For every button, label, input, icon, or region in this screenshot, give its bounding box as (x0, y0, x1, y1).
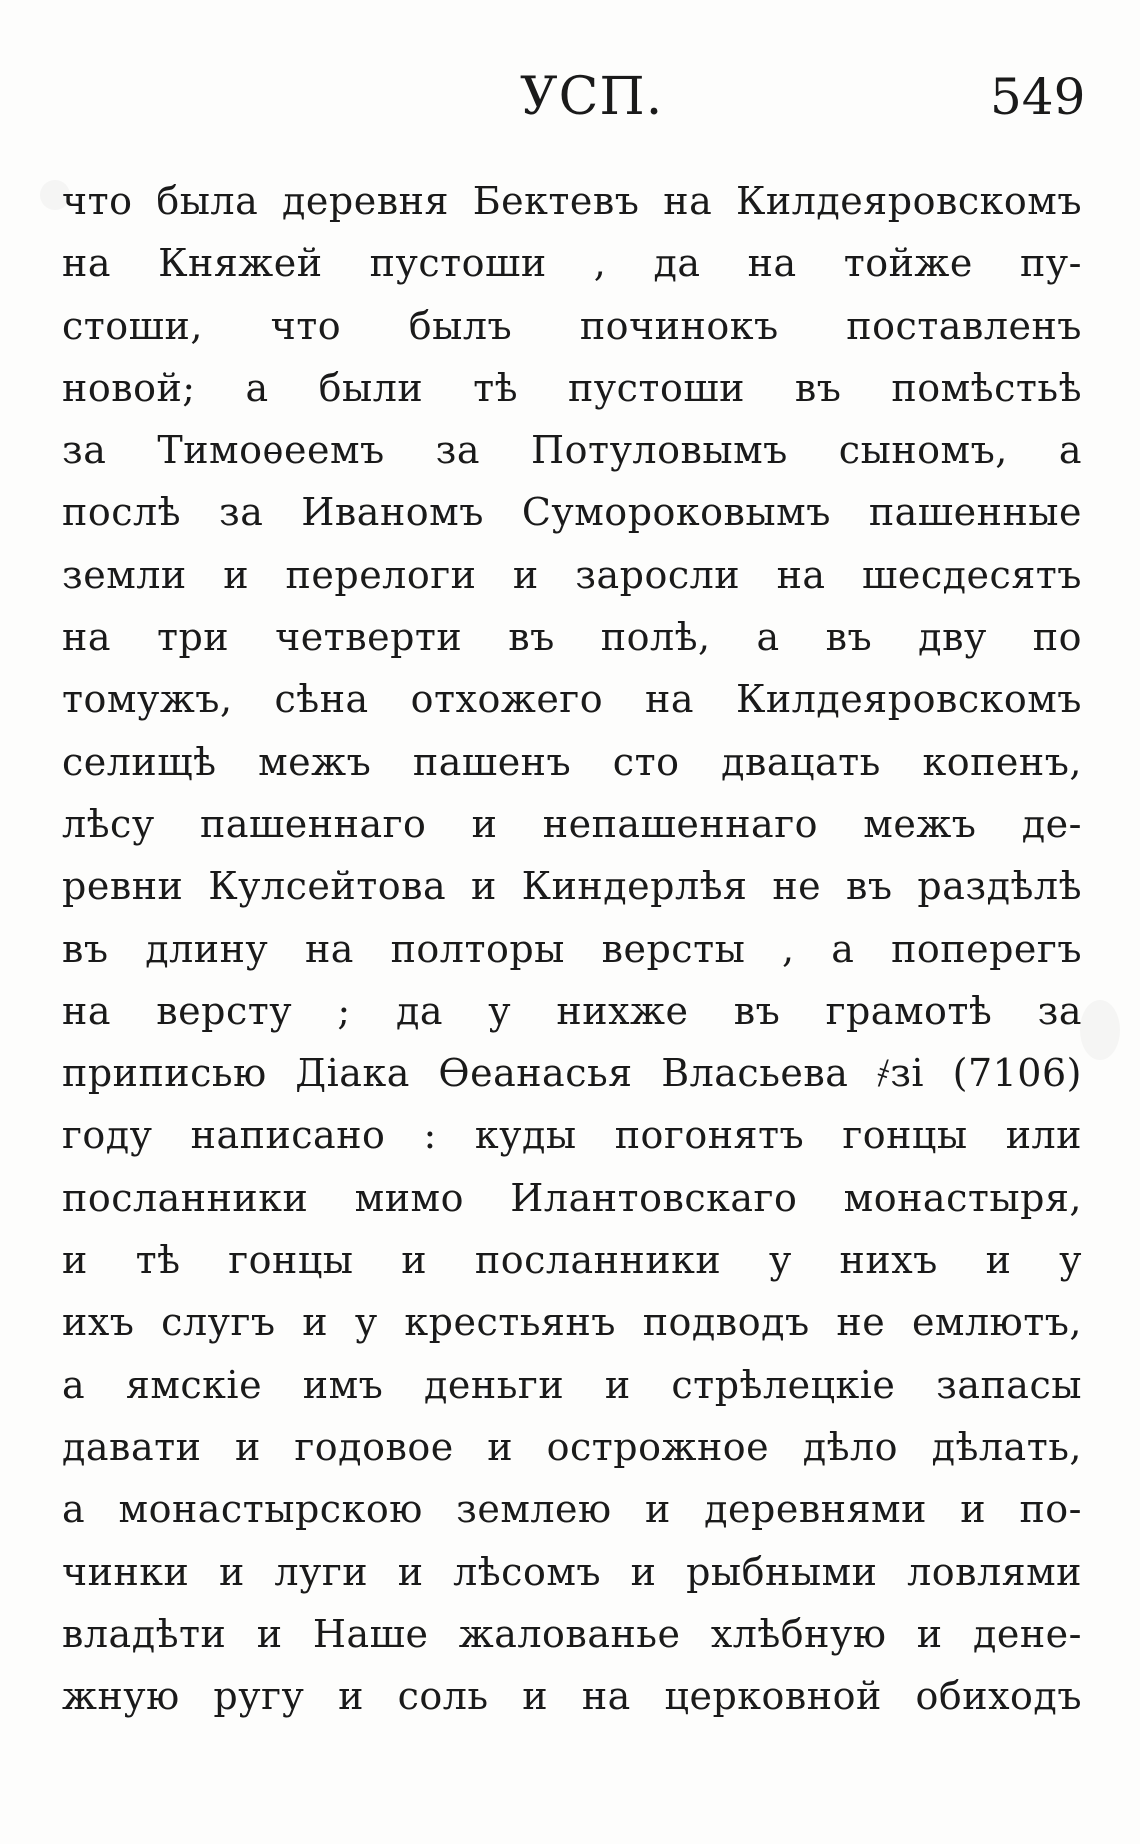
text-line: послѣ за Иваномъ Сумороковымъ пашенные (62, 490, 1082, 535)
running-head (0, 62, 1140, 132)
text-line: а монастырскою землею и деревнями и по- (62, 1487, 1082, 1532)
text-line: на три четверти въ полѣ, а въ дву по (62, 615, 1082, 660)
text-line: земли и перелоги и заросли на шесдесятъ (62, 552, 1082, 597)
text-line: лѣсу пашеннаго и непашеннаго межъ де- (62, 801, 1082, 846)
text-line: владѣти и Наше жалованье хлѣбную и дене- (62, 1611, 1082, 1656)
text-line: давати и годовое и острожное дѣло дѣлать, (62, 1424, 1082, 1469)
text-line: за Тимоѳеемъ за Потуловымъ сыномъ, а (62, 428, 1082, 473)
text-line: что была деревня Бектевъ на Килдеяровскомъ (62, 179, 1082, 223)
text-line: чинки и луги и лѣсомъ и рыбными ловлями (62, 1549, 1082, 1594)
text-line: посланники мимо Илантовскаго монастыря, (62, 1175, 1082, 1220)
text-line: ревни Кулсейтова и Киндерлѣя не въ раздѣлѣ (62, 864, 1082, 909)
text-line: новой; а были тѣ пустоши въ помѣстьѣ (62, 365, 1082, 410)
text-line: приписью Діака Ѳеанасья Власьева ҂зі (7106) (62, 1051, 1082, 1096)
text-line: жную ругу и соль и на церковной обиходъ (62, 1674, 1082, 1719)
text-line: томужъ, сѣна отхожего на Килдеяровскомъ (62, 677, 1082, 722)
text-body (62, 170, 1082, 1727)
text-line: на версту ; да у нихже въ грамотѣ за (62, 988, 1082, 1033)
page-number: 549 (990, 68, 1086, 126)
text-line: на Княжей пустоши , да на тойже пу- (62, 241, 1082, 286)
text-line: ихъ слугъ и у крестьянъ подводъ не емлютъ, (62, 1300, 1082, 1345)
text-line: году написано : куды погонятъ гонцы или (62, 1113, 1082, 1158)
text-line: а ямскіе имъ деньги и стрѣлецкіе запасы (62, 1362, 1082, 1407)
text-line: селищѣ межъ пашенъ сто двацать копенъ, (62, 739, 1082, 784)
paper-stain (1080, 1000, 1120, 1060)
running-title: УСП. (520, 67, 664, 127)
text-line: стоши, что былъ починокъ поставленъ (62, 303, 1082, 348)
text-line: въ длину на полторы версты , а поперегъ (62, 926, 1082, 971)
text-line: и тѣ гонцы и посланники у нихъ и у (62, 1238, 1082, 1283)
